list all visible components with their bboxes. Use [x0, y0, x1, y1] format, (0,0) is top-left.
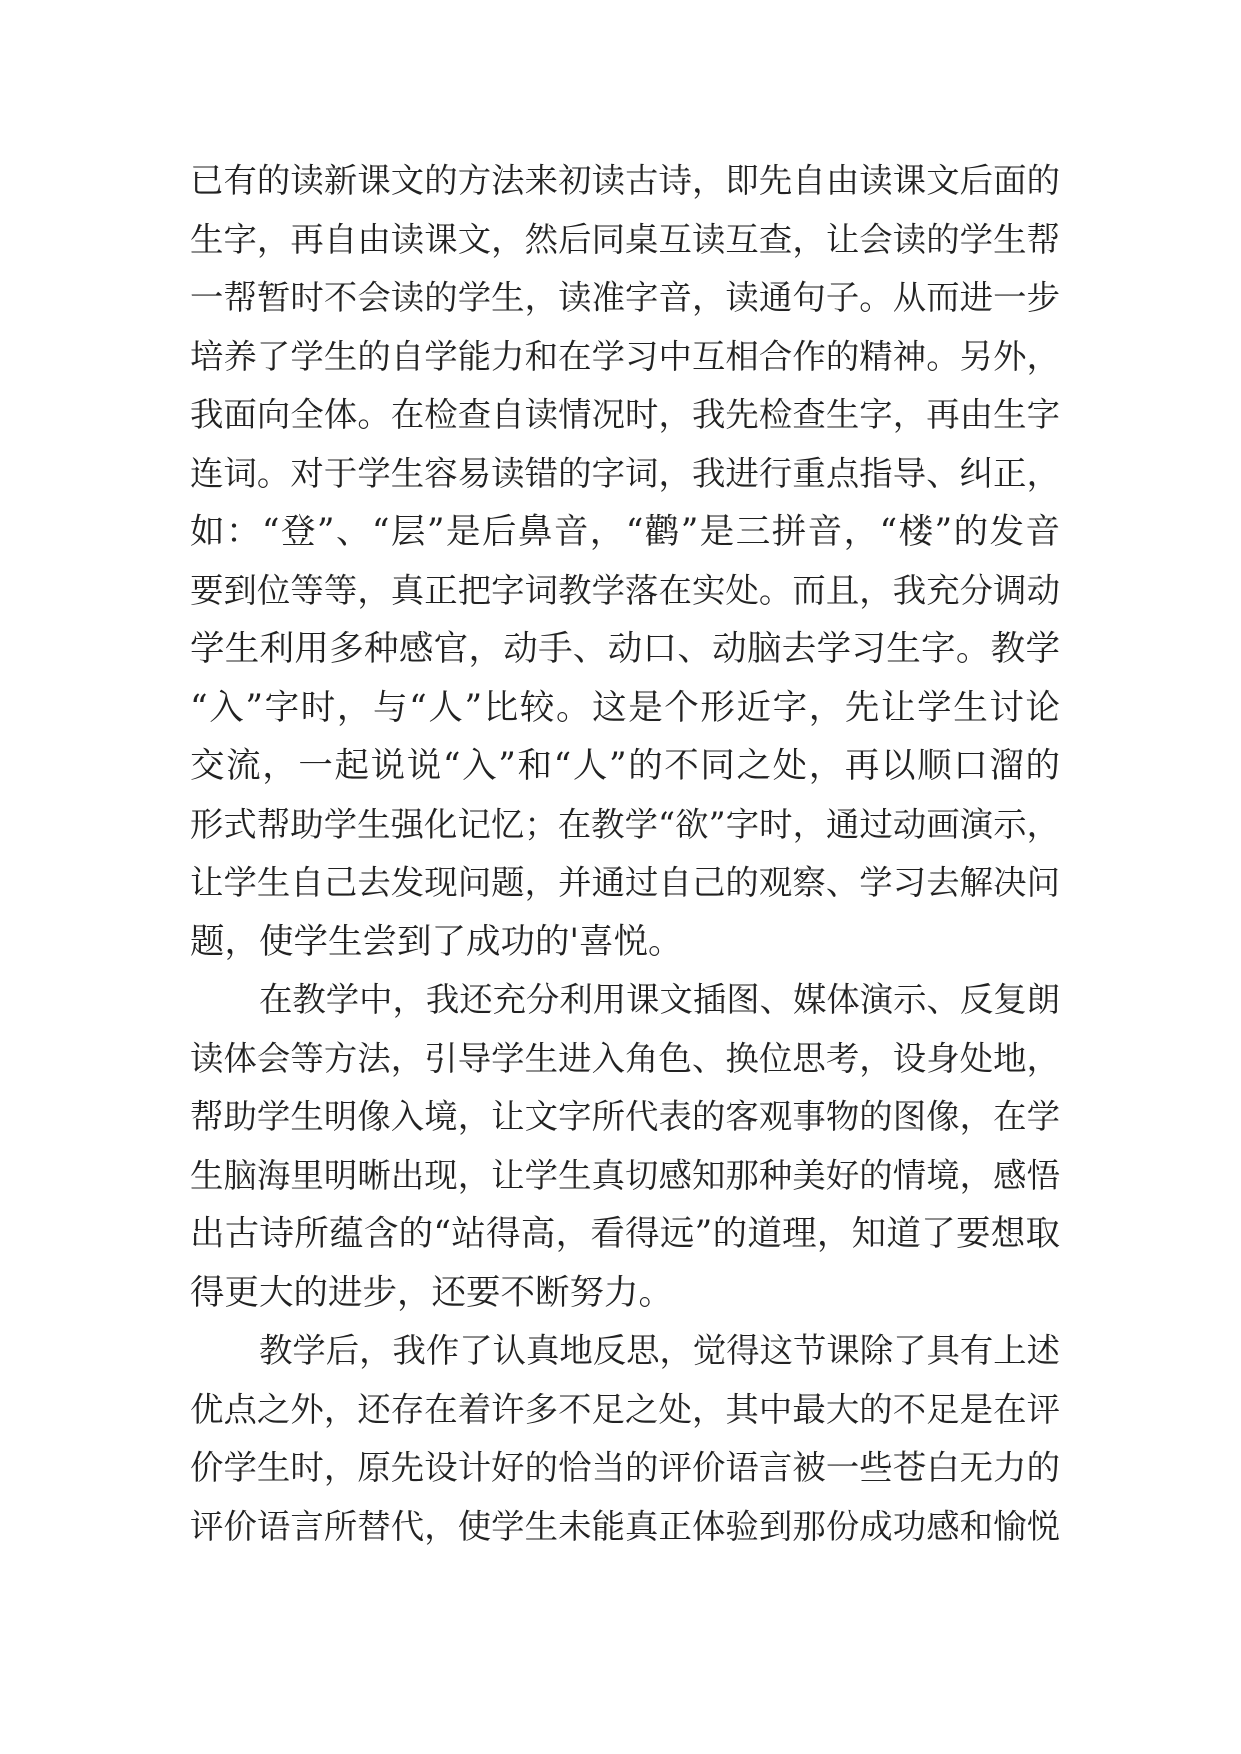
paragraph	[190, 971, 1060, 1322]
text-line: 生脑海里明晰出现，让学生真切感知那种美好的情境，感悟	[190, 1155, 1060, 1195]
text-line: 让学生自己去发现问题，并通过自己的观察、学习去解决问	[190, 863, 1060, 902]
text-line: 如：“登”、“层”是后鼻音，“鹳”是三拼音，“楼”的发音	[190, 512, 1060, 552]
text-line: 学生利用多种感官，动手、动口、动脑去学习生字。教学	[190, 629, 1060, 669]
paragraph	[190, 1322, 1060, 1556]
text-line: 要到位等等，真正把字词教学落在实处。而且，我充分调动	[190, 570, 1060, 610]
document-body	[190, 152, 1060, 1556]
text-line: 读体会等方法，引导学生进入角色、换位思考，设身处地，	[190, 1038, 1060, 1078]
text-line: 连词。对于学生容易读错的字词，我进行重点指导、纠正，	[190, 453, 1060, 493]
text-line: 交流，一起说说“入”和“人”的不同之处，再以顺口溜的	[190, 746, 1060, 786]
paragraph	[190, 152, 1060, 971]
text-line: 优点之外，还存在着许多不足之处，其中最大的不足是在评	[190, 1389, 1060, 1429]
text-line: 培养了学生的自学能力和在学习中互相合作的精神。另外，	[190, 336, 1060, 376]
text-line: 形式帮助学生强化记忆；在教学“欲”字时，通过动画演示，	[190, 804, 1060, 844]
text-line: “入”字时，与“人”比较。这是个形近字，先让学生讨论	[190, 687, 1060, 728]
text-line: 帮助学生明像入境，让文字所代表的客观事物的图像，在学	[190, 1097, 1060, 1136]
text-line: 已有的读新课文的方法来初读古诗，即先自由读课文后面的	[190, 161, 1060, 200]
text-line: 出古诗所蕴含的“站得高，看得远”的道理，知道了要想取	[190, 1214, 1060, 1254]
text-line: 得更大的进步，还要不断努力。	[190, 1272, 673, 1313]
text-line: 教学后，我作了认真地反思，觉得这节课除了具有上述	[259, 1331, 1060, 1370]
text-line: 我面向全体。在检查自读情况时，我先检查生字，再由生字	[190, 395, 1060, 434]
text-line: 在教学中，我还充分利用课文插图、媒体演示、反复朗	[259, 980, 1060, 1019]
text-line: 生字，再自由读课文，然后同桌互读互查，让会读的学生帮	[190, 219, 1060, 259]
text-line: 评价语言所替代，使学生未能真正体验到那份成功感和愉悦	[190, 1506, 1060, 1546]
text-line: 题，使学生尝到了成功的'喜悦。	[190, 921, 683, 962]
text-line: 价学生时，原先设计好的恰当的评价语言被一些苍白无力的	[190, 1448, 1060, 1487]
text-line: 一帮暂时不会读的学生，读准字音，读通句子。从而进一步	[190, 278, 1060, 317]
